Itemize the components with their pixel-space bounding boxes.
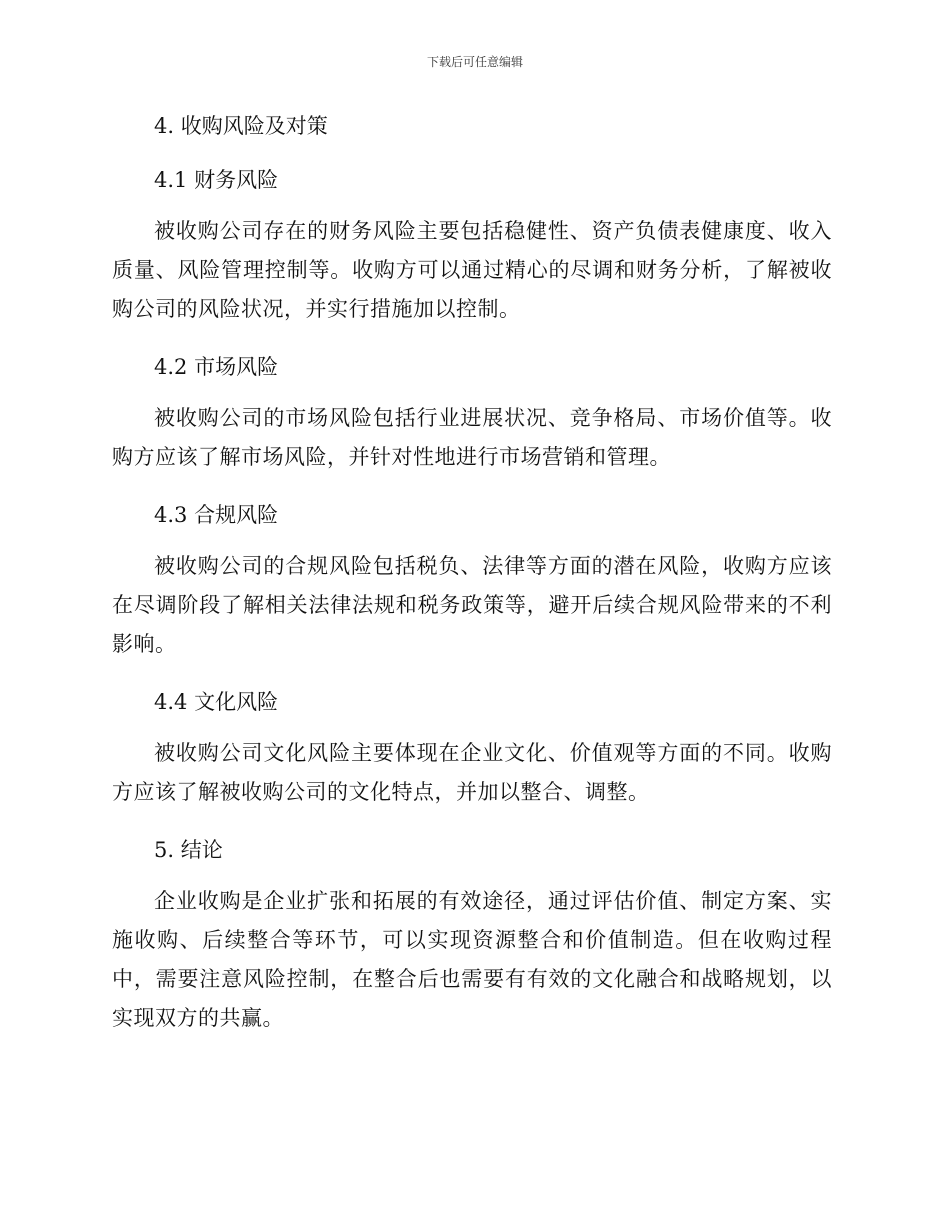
section-heading-4-3: 4.3 合规风险: [154, 503, 279, 527]
section-heading-4-4: 4.4 文化风险: [154, 690, 279, 714]
section-heading-4-2: 4.2 市场风险: [154, 355, 279, 379]
section-heading-4-1: 4.1 财务风险: [154, 168, 279, 192]
paragraph-5: 企业收购是企业扩张和拓展的有效途径，通过评估价值、制定方案、实施收购、后续整合等环节，可以实现资源整合和价值制造。但在收购过程中，需要注意风险控制，在整合后也需要有有效的文化融合和战略规划，以实现双方的共赢。: [112, 889, 832, 1030]
running-header: 下载后可任意编辑: [426, 55, 523, 69]
paragraph-4-1: 被收购公司存在的财务风险主要包括稳健性、资产负债表健康度、收入质量、风险管理控制等。收购方可以通过精心的尽调和财务分析，了解被收购公司的风险状况，并实行措施加以控制。: [112, 219, 832, 321]
section-heading-4: 4. 收购风险及对策: [154, 114, 328, 138]
paragraph-4-2: 被收购公司的市场风险包括行业进展状况、竞争格局、市场价值等。收购方应该了解市场风险，并针对性地进行市场营销和管理。: [112, 406, 832, 469]
paragraph-4-3: 被收购公司的合规风险包括税负、法律等方面的潜在风险，收购方应该在尽调阶段了解相关法律法规和税务政策等，避开后续合规风险带来的不利影响。: [112, 554, 832, 656]
document-body: [112, 110, 832, 1038]
section-heading-5: 5. 结论: [154, 838, 223, 862]
paragraph-4-4: 被收购公司文化风险主要体现在企业文化、价值观等方面的不同。收购方应该了解被收购公司的文化特点，并加以整合、调整。: [112, 741, 832, 804]
